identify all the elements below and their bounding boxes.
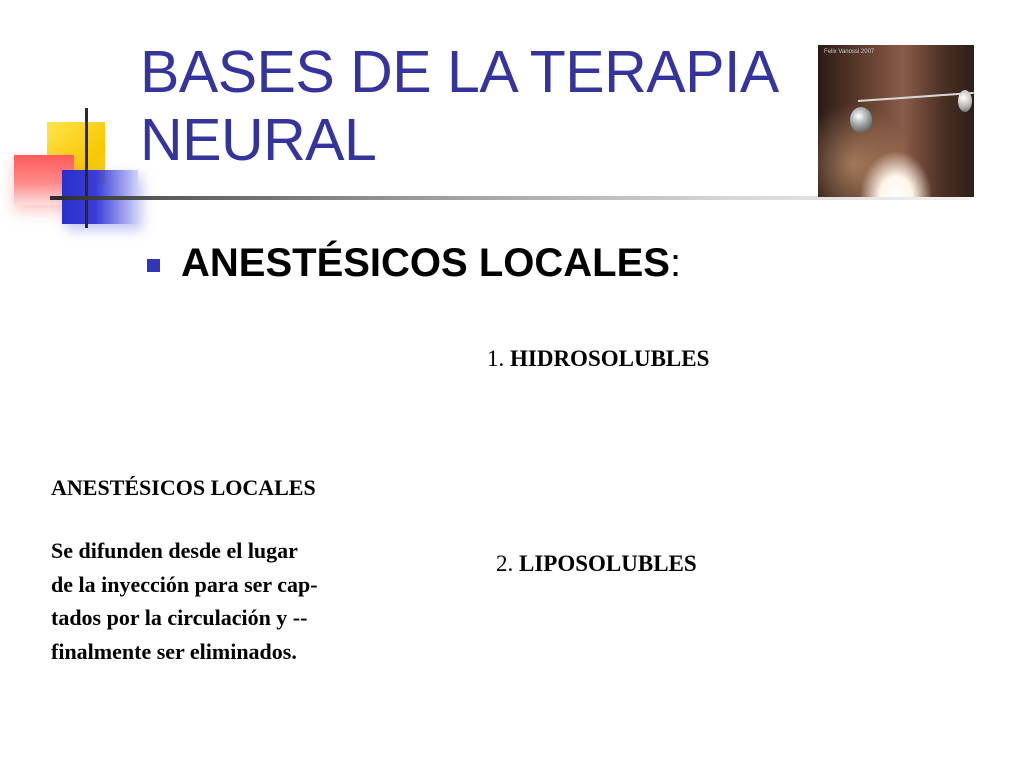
bullet-heading [181, 238, 681, 288]
photo-caption: Felix Vanossi 2007 [824, 49, 875, 55]
side-note-line: tados por la circulación y -- [51, 605, 308, 630]
list-item-hidrosolubles [487, 345, 709, 373]
side-note-line: Se difunden desde el lugar [51, 538, 298, 563]
side-note-heading: ANESTÉSICOS LOCALES [51, 475, 316, 500]
slide-title-line-1: BASES DE LA TERAPIA [140, 39, 779, 105]
side-note-line: de la inyección para ser cap- [51, 571, 318, 597]
list-item-label: LIPOSOLUBLES [519, 551, 697, 576]
slide-title-line-2: NEURAL [140, 107, 377, 173]
needle-drop-photo [818, 45, 974, 197]
water-drop-shape [850, 107, 872, 133]
side-note-line: finalmente ser eliminados. [51, 638, 297, 664]
list-item-number: 1. [487, 346, 505, 371]
needle-shape [858, 92, 974, 102]
slide-title [140, 38, 810, 174]
list-item-label: HIDROSOLUBLES [510, 346, 710, 371]
needle-tip-shape [958, 90, 972, 112]
decorative-vertical-line [85, 108, 88, 228]
side-note-body [51, 534, 431, 668]
list-item-liposolubles [496, 550, 697, 578]
bullet-heading-text: ANESTÉSICOS LOCALES [181, 241, 670, 285]
list-item-number: 2. [496, 551, 514, 576]
bullet-heading-colon: : [669, 241, 682, 285]
bullet-square-icon [147, 259, 160, 272]
